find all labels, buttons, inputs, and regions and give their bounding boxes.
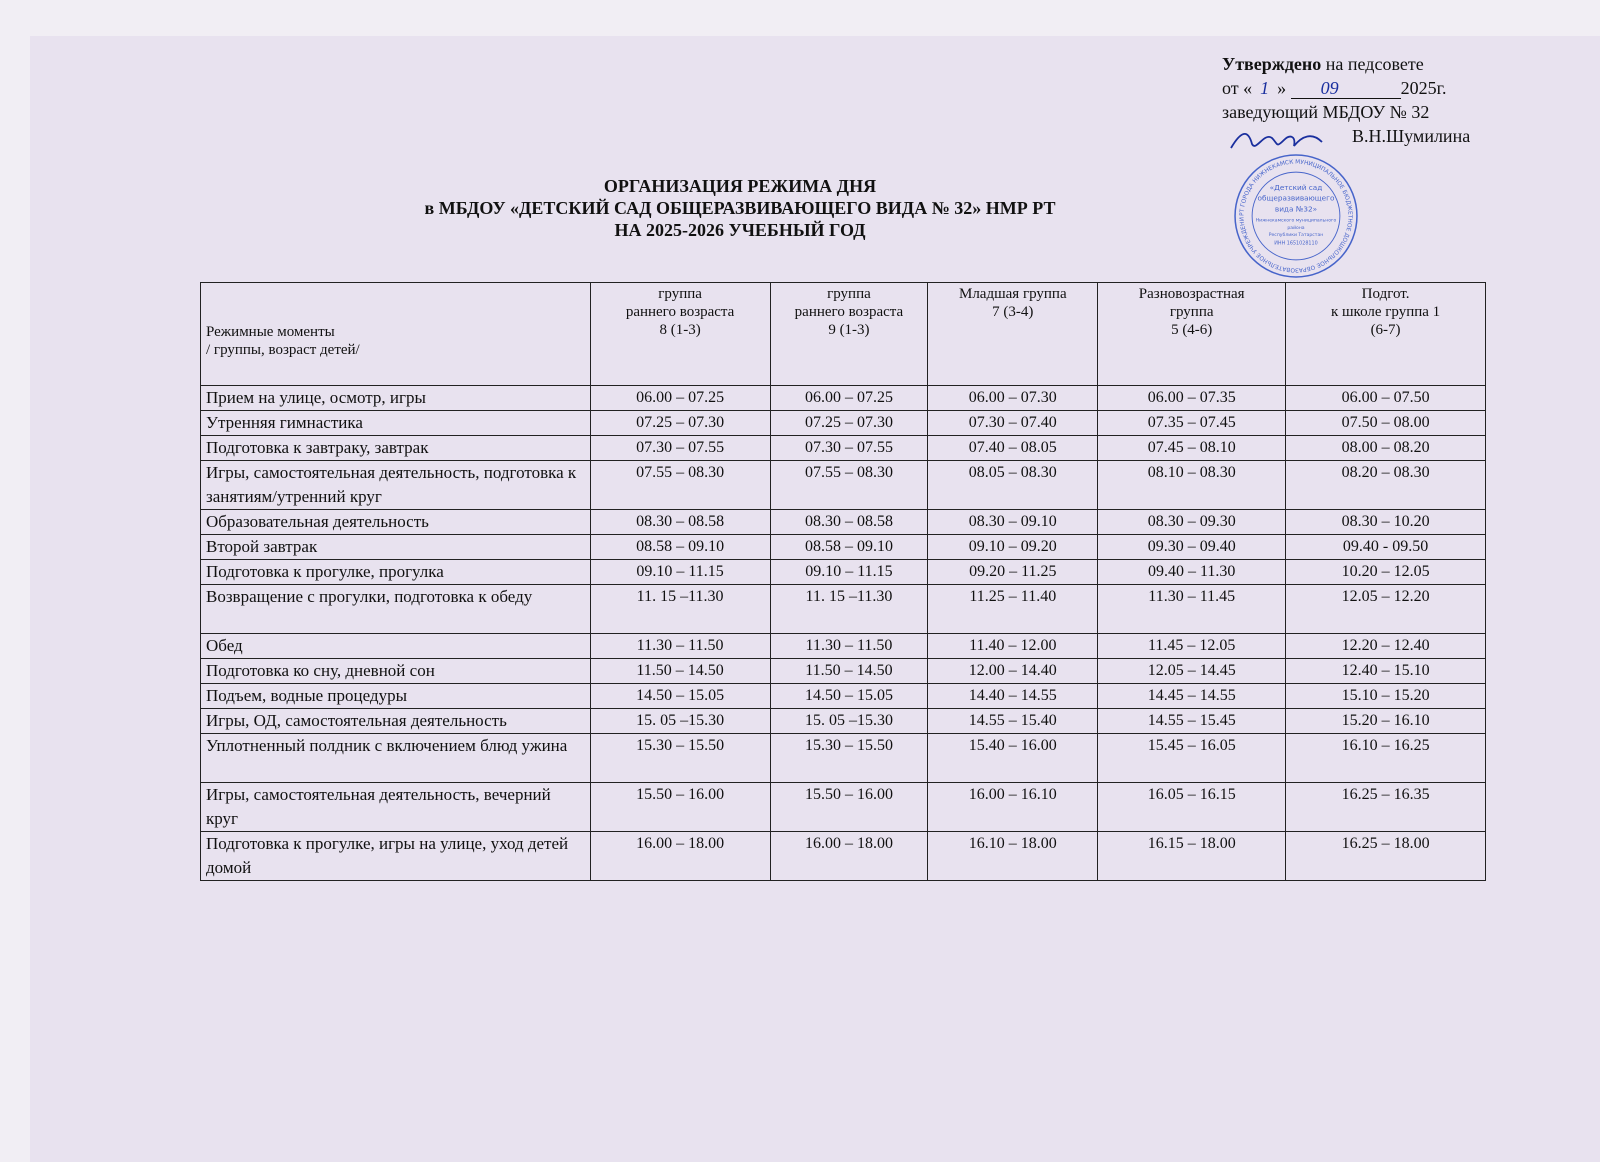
time-cell: 09.10 – 09.20 bbox=[928, 535, 1098, 560]
column-header-group bbox=[1098, 283, 1286, 386]
time-cell: 06.00 – 07.30 bbox=[928, 386, 1098, 411]
time-cell: 16.25 – 18.00 bbox=[1286, 832, 1486, 881]
time-cell: 12.20 – 12.40 bbox=[1286, 634, 1486, 659]
official-stamp bbox=[1232, 152, 1360, 280]
regime-moment-cell: Возвращение с прогулки, подготовка к обеду bbox=[201, 585, 591, 634]
header-line: Разновозрастная bbox=[1138, 286, 1245, 302]
time-cell: 16.05 – 16.15 bbox=[1098, 783, 1286, 832]
time-cell: 11.30 – 11.50 bbox=[770, 634, 928, 659]
signature bbox=[1226, 126, 1346, 152]
time-cell: 16.25 – 16.35 bbox=[1286, 783, 1486, 832]
header-line: группа bbox=[658, 286, 702, 302]
time-cell: 08.30 – 08.58 bbox=[770, 510, 928, 535]
stamp-line: общеразвивающего bbox=[1257, 193, 1335, 203]
time-cell: 06.00 – 07.50 bbox=[1286, 386, 1486, 411]
time-cell: 07.25 – 07.30 bbox=[590, 411, 770, 436]
regime-moment-cell: Образовательная деятельность bbox=[201, 510, 591, 535]
time-cell: 15.30 – 15.50 bbox=[590, 734, 770, 783]
approved-text: на педсовете bbox=[1321, 54, 1424, 74]
header-line: 5 (4-6) bbox=[1171, 322, 1213, 338]
time-cell: 11.50 – 14.50 bbox=[590, 659, 770, 684]
table-row bbox=[201, 411, 1486, 436]
time-cell: 10.20 – 12.05 bbox=[1286, 560, 1486, 585]
date-month: 09 bbox=[1320, 78, 1339, 98]
header-row bbox=[201, 283, 1486, 386]
time-cell: 15.45 – 16.05 bbox=[1098, 734, 1286, 783]
time-cell: 06.00 – 07.25 bbox=[770, 386, 928, 411]
regime-moment-cell: Подготовка ко сну, дневной сон bbox=[201, 659, 591, 684]
time-cell: 11.50 – 14.50 bbox=[770, 659, 928, 684]
column-header-group bbox=[770, 283, 928, 386]
date-day: 1 bbox=[1260, 78, 1270, 98]
table-row bbox=[201, 386, 1486, 411]
time-cell: 07.35 – 07.45 bbox=[1098, 411, 1286, 436]
table-row bbox=[201, 783, 1486, 832]
column-header-group bbox=[1286, 283, 1486, 386]
header-line: раннего возраста bbox=[794, 304, 904, 320]
time-cell: 07.30 – 07.40 bbox=[928, 411, 1098, 436]
time-cell: 15.30 – 15.50 bbox=[770, 734, 928, 783]
header-line: Младшая группа bbox=[958, 286, 1067, 302]
time-cell: 07.30 – 07.55 bbox=[770, 436, 928, 461]
stamp-outer-text: РТ ГОРОДА НИЖНЕКАМСК МУНИЦИПАЛЬНОЕ БЮДЖЕТНОЕ ДОШКОЛЬНОЕ ОБРАЗОВАТЕЛЬНОЕ УЧРЕЖДЕНИ bbox=[1239, 159, 1353, 273]
time-cell: 08.00 – 08.20 bbox=[1286, 436, 1486, 461]
time-cell: 11.40 – 12.00 bbox=[928, 634, 1098, 659]
header-line: 7 (3-4) bbox=[992, 304, 1034, 320]
time-cell: 16.10 – 16.25 bbox=[1286, 734, 1486, 783]
title-line: в МБДОУ «ДЕТСКИЙ САД ОБЩЕРАЗВИВАЮЩЕГО ВИДА № 32» НМР РТ bbox=[424, 198, 1056, 218]
time-cell: 14.50 – 15.05 bbox=[770, 684, 928, 709]
header-line: раннего возраста bbox=[625, 304, 735, 320]
time-cell: 08.10 – 08.30 bbox=[1098, 461, 1286, 510]
time-cell: 16.00 – 16.10 bbox=[928, 783, 1098, 832]
stamp-line: «Детский сад bbox=[1269, 182, 1323, 192]
time-cell: 11.25 – 11.40 bbox=[928, 585, 1098, 634]
regime-moment-cell: Игры, самостоятельная деятельность, подготовка к занятиям/утренний круг bbox=[201, 461, 591, 510]
table-row bbox=[201, 734, 1486, 783]
stamp-line: Республики Татарстан bbox=[1268, 233, 1324, 239]
header-line: Режимные моменты bbox=[206, 324, 335, 340]
time-cell: 09.10 – 11.15 bbox=[590, 560, 770, 585]
time-cell: 15.20 – 16.10 bbox=[1286, 709, 1486, 734]
table-row bbox=[201, 709, 1486, 734]
header-line: 8 (1-3) bbox=[659, 322, 701, 338]
time-cell: 14.50 – 15.05 bbox=[590, 684, 770, 709]
regime-moment-cell: Подготовка к прогулке, прогулка bbox=[201, 560, 591, 585]
regime-moment-cell: Уплотненный полдник с включением блюд ужина bbox=[201, 734, 591, 783]
time-cell: 12.00 – 14.40 bbox=[928, 659, 1098, 684]
regime-moment-cell: Утренняя гимнастика bbox=[201, 411, 591, 436]
time-cell: 11.30 – 11.45 bbox=[1098, 585, 1286, 634]
table-row bbox=[201, 634, 1486, 659]
date-mid: » bbox=[1277, 78, 1287, 98]
title-line: НА 2025-2026 УЧЕБНЫЙ ГОД bbox=[614, 220, 866, 240]
regime-moment-cell: Подготовка к завтраку, завтрак bbox=[201, 436, 591, 461]
time-cell: 11. 15 –11.30 bbox=[590, 585, 770, 634]
regime-moment-cell: Прием на улице, осмотр, игры bbox=[201, 386, 591, 411]
time-cell: 08.58 – 09.10 bbox=[590, 535, 770, 560]
time-cell: 08.05 – 08.30 bbox=[928, 461, 1098, 510]
time-cell: 08.58 – 09.10 bbox=[770, 535, 928, 560]
time-cell: 07.25 – 07.30 bbox=[770, 411, 928, 436]
time-cell: 11.30 – 11.50 bbox=[590, 634, 770, 659]
column-header-group bbox=[928, 283, 1098, 386]
time-cell: 07.50 – 08.00 bbox=[1286, 411, 1486, 436]
time-cell: 15. 05 –15.30 bbox=[770, 709, 928, 734]
column-header-group bbox=[590, 283, 770, 386]
table-row bbox=[201, 659, 1486, 684]
date-month-line bbox=[1291, 78, 1401, 99]
header-line: к школе группа 1 bbox=[1330, 304, 1441, 320]
stamp-line: района bbox=[1287, 225, 1305, 231]
time-cell: 12.05 – 12.20 bbox=[1286, 585, 1486, 634]
time-cell: 09.20 – 11.25 bbox=[928, 560, 1098, 585]
date-prefix: от « bbox=[1222, 78, 1253, 98]
time-cell: 16.00 – 18.00 bbox=[590, 832, 770, 881]
time-cell: 15. 05 –15.30 bbox=[590, 709, 770, 734]
table-row bbox=[201, 510, 1486, 535]
table-row bbox=[201, 436, 1486, 461]
time-cell: 07.55 – 08.30 bbox=[590, 461, 770, 510]
time-cell: 08.30 – 09.10 bbox=[928, 510, 1098, 535]
table-row bbox=[201, 585, 1486, 634]
date-year: 2025г. bbox=[1400, 78, 1447, 98]
header-line: группа bbox=[827, 286, 871, 302]
time-cell: 15.50 – 16.00 bbox=[770, 783, 928, 832]
regime-moment-cell: Обед bbox=[201, 634, 591, 659]
stamp-line: ИНН 1651028110 bbox=[1274, 240, 1318, 247]
table-row bbox=[201, 461, 1486, 510]
time-cell: 08.30 – 08.58 bbox=[590, 510, 770, 535]
table-row bbox=[201, 832, 1486, 881]
time-cell: 14.55 – 15.45 bbox=[1098, 709, 1286, 734]
schedule-table bbox=[200, 282, 1486, 881]
header-line: (6-7) bbox=[1370, 322, 1401, 338]
time-cell: 07.55 – 08.30 bbox=[770, 461, 928, 510]
time-cell: 12.05 – 14.45 bbox=[1098, 659, 1286, 684]
time-cell: 16.10 – 18.00 bbox=[928, 832, 1098, 881]
document-title bbox=[380, 175, 1100, 241]
regime-moment-cell: Второй завтрак bbox=[201, 535, 591, 560]
stamp-line: Нижнекамского муниципального bbox=[1255, 218, 1337, 224]
time-cell: 09.40 - 09.50 bbox=[1286, 535, 1486, 560]
time-cell: 16.00 – 18.00 bbox=[770, 832, 928, 881]
time-cell: 15.10 – 15.20 bbox=[1286, 684, 1486, 709]
approver-position: заведующий МБДОУ № 32 bbox=[1222, 102, 1430, 122]
time-cell: 12.40 – 15.10 bbox=[1286, 659, 1486, 684]
header-line: / группы, возраст детей/ bbox=[206, 342, 360, 358]
time-cell: 14.40 – 14.55 bbox=[928, 684, 1098, 709]
time-cell: 15.40 – 16.00 bbox=[928, 734, 1098, 783]
time-cell: 09.10 – 11.15 bbox=[770, 560, 928, 585]
time-cell: 11. 15 –11.30 bbox=[770, 585, 928, 634]
header-line: 9 (1-3) bbox=[828, 322, 870, 338]
time-cell: 07.45 – 08.10 bbox=[1098, 436, 1286, 461]
table-row bbox=[201, 684, 1486, 709]
regime-moment-cell: Игры, ОД, самостоятельная деятельность bbox=[201, 709, 591, 734]
time-cell: 09.30 – 09.40 bbox=[1098, 535, 1286, 560]
time-cell: 14.55 – 15.40 bbox=[928, 709, 1098, 734]
time-cell: 07.40 – 08.05 bbox=[928, 436, 1098, 461]
regime-moment-cell: Игры, самостоятельная деятельность, вечерний круг bbox=[201, 783, 591, 832]
time-cell: 14.45 – 14.55 bbox=[1098, 684, 1286, 709]
header-line: Подгот. bbox=[1361, 286, 1410, 302]
table-row bbox=[201, 560, 1486, 585]
time-cell: 06.00 – 07.25 bbox=[590, 386, 770, 411]
column-header-regime bbox=[201, 283, 591, 386]
time-cell: 08.30 – 10.20 bbox=[1286, 510, 1486, 535]
time-cell: 07.30 – 07.55 bbox=[590, 436, 770, 461]
time-cell: 06.00 – 07.35 bbox=[1098, 386, 1286, 411]
stamp-line: вида №32» bbox=[1274, 204, 1318, 214]
approved-label: Утверждено bbox=[1222, 54, 1322, 74]
time-cell: 08.30 – 09.30 bbox=[1098, 510, 1286, 535]
approver-name: В.Н.Шумилина bbox=[1352, 126, 1471, 146]
time-cell: 16.15 – 18.00 bbox=[1098, 832, 1286, 881]
time-cell: 09.40 – 11.30 bbox=[1098, 560, 1286, 585]
regime-moment-cell: Подъем, водные процедуры bbox=[201, 684, 591, 709]
time-cell: 08.20 – 08.30 bbox=[1286, 461, 1486, 510]
time-cell: 11.45 – 12.05 bbox=[1098, 634, 1286, 659]
header-line: группа bbox=[1169, 304, 1214, 320]
title-line: ОРГАНИЗАЦИЯ РЕЖИМА ДНЯ bbox=[603, 176, 877, 196]
table-row bbox=[201, 535, 1486, 560]
time-cell: 15.50 – 16.00 bbox=[590, 783, 770, 832]
regime-moment-cell: Подготовка к прогулке, игры на улице, уход детей домой bbox=[201, 832, 591, 881]
